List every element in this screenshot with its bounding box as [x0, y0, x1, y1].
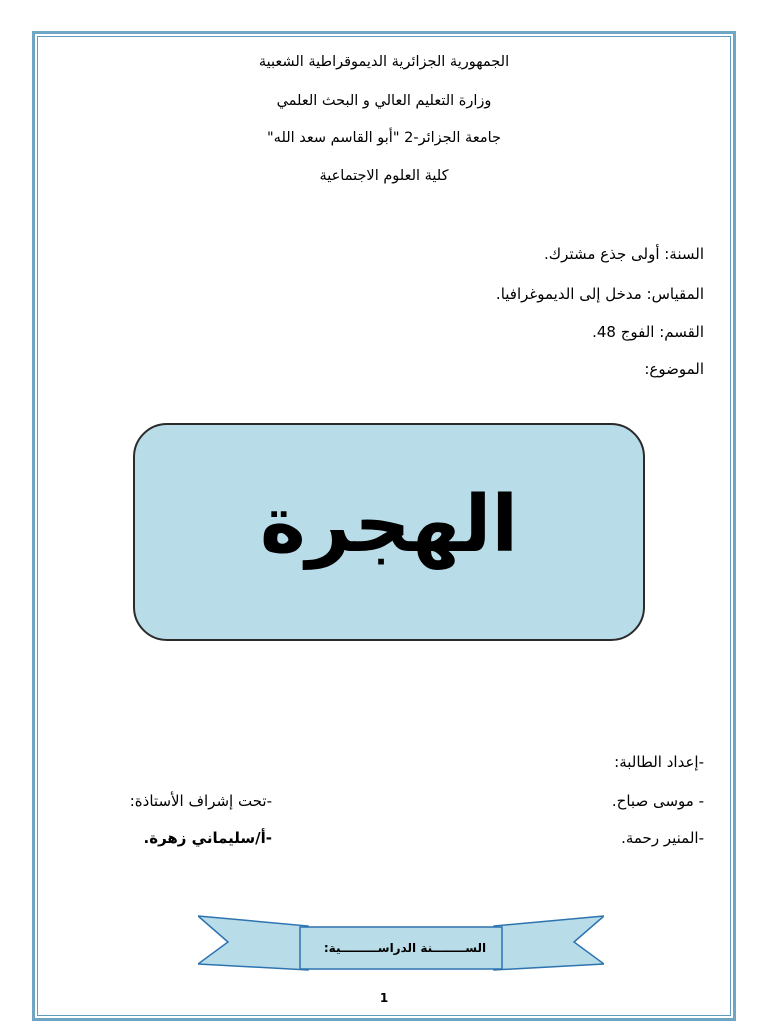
page-number: 1 [379, 991, 389, 1005]
faculty-name: كلية العلوم الاجتماعية [319, 168, 449, 184]
document-title: الهجرة [259, 480, 519, 570]
country-name: الجمهورية الجزائرية الديموقراطية الشعبية [258, 54, 510, 70]
supervisor-name: -أ/سليماني زهرة. [143, 829, 272, 847]
module-name: المقياس: مدخل إلى الديموغرافيا. [495, 285, 704, 303]
ministry-name: وزارة التعليم العالي و البحث العلمي [276, 93, 492, 109]
section-group: القسم: الفوج 48. [592, 323, 704, 341]
student-name-2: -المنير رحمة. [621, 829, 704, 847]
ribbon-label: الســــــــنة الدراســـــــــية: [323, 941, 487, 955]
supervisor-heading: -تحت إشراف الأستاذة: [129, 792, 272, 810]
student-name-1: - موسى صباح. [611, 792, 704, 810]
ribbon-right-tail [494, 916, 604, 970]
topic-label: الموضوع: [644, 360, 704, 378]
title-box [133, 423, 645, 641]
ribbon-left-tail [198, 916, 308, 970]
students-heading: -إعداد الطالبة: [614, 753, 704, 771]
university-name: جامعة الجزائر-2 "أبو القاسم سعد الله" [267, 130, 501, 146]
academic-year: السنة: أولى جذع مشترك. [544, 245, 704, 263]
